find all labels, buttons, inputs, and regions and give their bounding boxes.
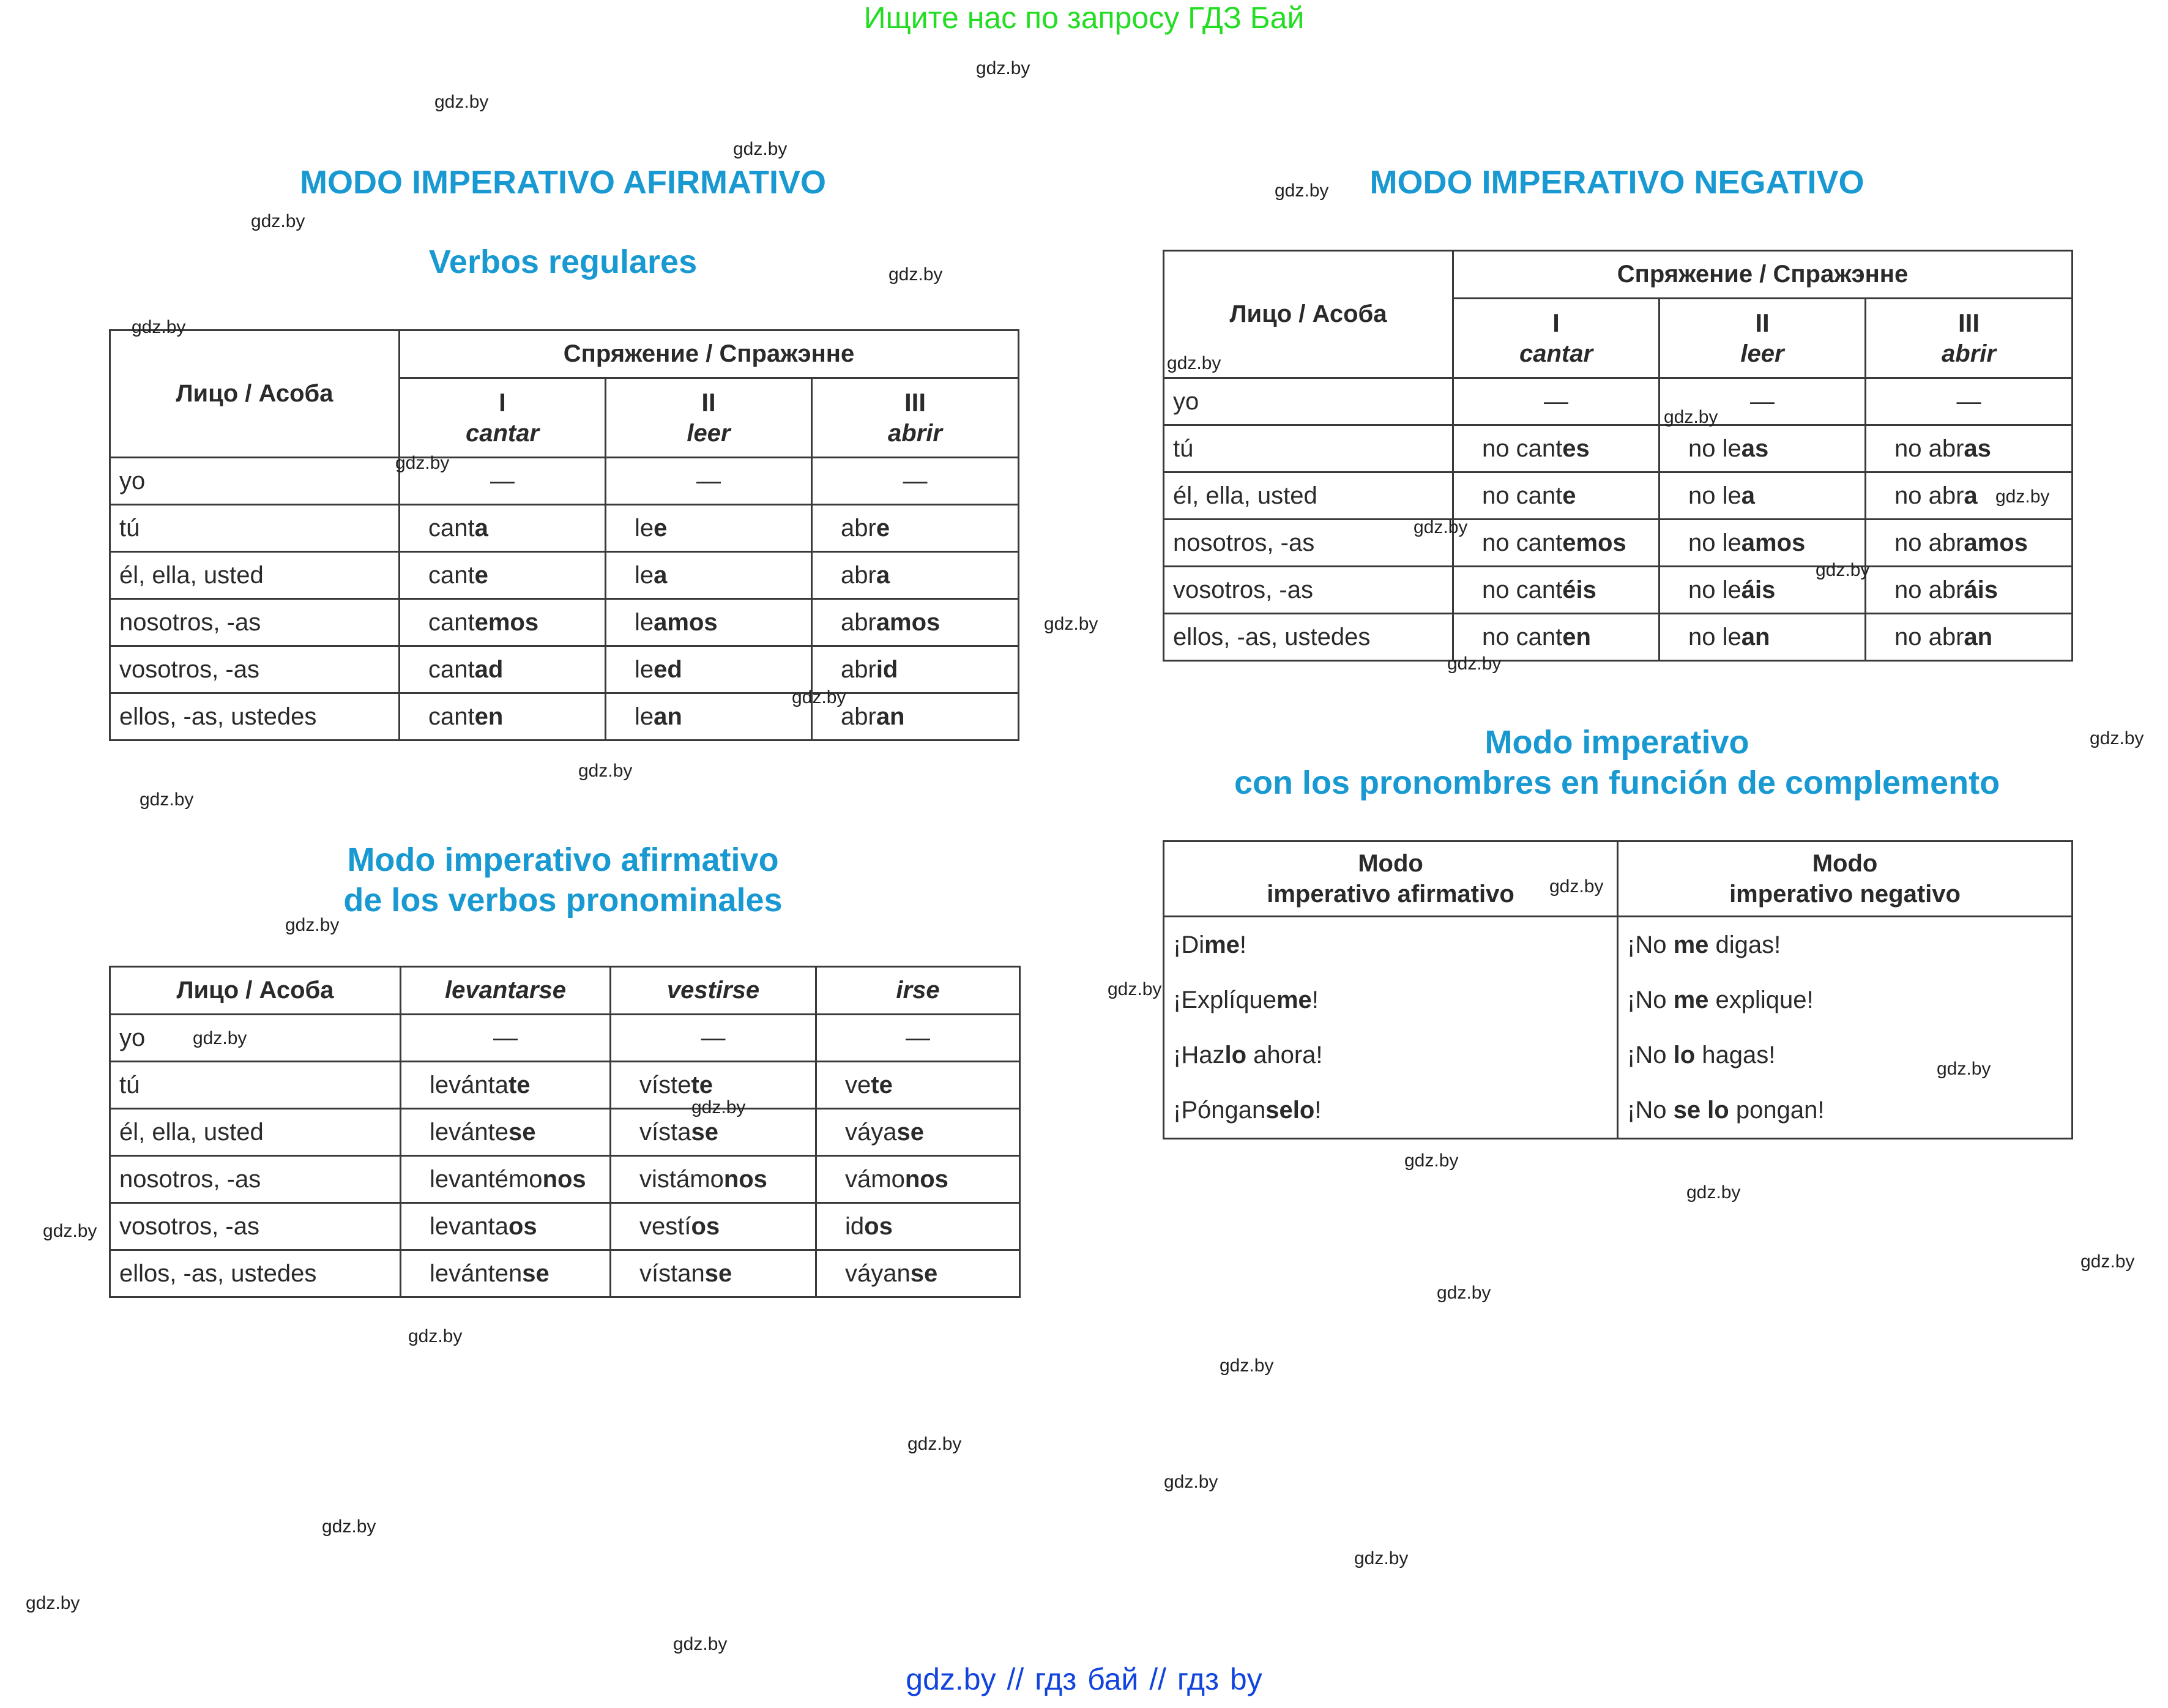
affirmative-example: ¡Hazlo ahora!	[1164, 1027, 1618, 1083]
watermark-text: gdz.by	[578, 761, 633, 781]
table-row	[110, 599, 1019, 646]
ending-bold: a	[474, 514, 488, 542]
watermark-text: gdz.by	[1164, 1472, 1218, 1492]
person-cell: vosotros, -as	[110, 1203, 401, 1250]
col-negativo-header	[1618, 841, 2073, 917]
person-cell: nosotros, -as	[110, 599, 400, 646]
verb-cell: no leáis	[1660, 567, 1866, 614]
table4-pronombres	[1163, 840, 2073, 1139]
verb-cell: levántense	[401, 1250, 611, 1297]
col1-line1: Modo	[1358, 850, 1423, 877]
watermark-text: gdz.by	[1686, 1182, 1741, 1203]
ending-bold: a	[1741, 482, 1755, 509]
person-cell: yo	[110, 1015, 401, 1062]
person-cell: vosotros, -as	[110, 646, 400, 693]
table-row	[1164, 472, 2073, 520]
watermark-text: gdz.by	[251, 211, 305, 231]
table-row	[110, 458, 1019, 505]
watermark-text: gdz.by	[1167, 353, 1221, 373]
table4-heading-line2: con los pronombres en función de complemento	[1234, 764, 2000, 801]
table-row	[110, 693, 1019, 740]
verb-cell: cante	[400, 552, 606, 599]
pronoun-bold: me	[1673, 986, 1709, 1013]
ending-bold: e	[1562, 482, 1576, 509]
table4-body	[1164, 917, 2073, 1139]
verb-cell: no abra	[1866, 472, 2073, 520]
pronoun-bold: lo	[1224, 1041, 1246, 1068]
pronoun-bold: me	[1276, 986, 1312, 1013]
verb-cell: levántate	[401, 1062, 611, 1109]
ending-bold: an	[654, 703, 682, 730]
verb-cell: vete	[816, 1062, 1020, 1109]
table3-pronominales	[109, 966, 1021, 1298]
verb-cell: no leas	[1660, 425, 1866, 472]
affirmative-example: ¡Pónganselo!	[1164, 1083, 1618, 1139]
top-banner: Ищите нас по запросу ГДЗ Бай	[863, 1, 1305, 35]
verb-cell: vístete	[611, 1062, 816, 1109]
numeral: I	[1552, 308, 1560, 337]
verb-cell: no leamos	[1660, 520, 1866, 567]
person-cell: él, ella, usted	[110, 1109, 401, 1156]
verb-cell: idos	[816, 1203, 1020, 1250]
watermark-text: gdz.by	[434, 92, 489, 112]
table-row	[1164, 614, 2073, 661]
table4-heading	[1163, 722, 2071, 803]
verb-cell: vístanse	[611, 1250, 816, 1297]
verb-cell: canta	[400, 505, 606, 552]
conj-col-header	[400, 378, 606, 458]
ending-bold: es	[1562, 434, 1590, 462]
ending-bold: a	[654, 561, 668, 589]
ending-bold: se	[896, 1118, 924, 1146]
pronoun-bold: se lo	[1673, 1096, 1729, 1124]
verb-cell: lean	[606, 693, 812, 740]
watermark-text: gdz.by	[792, 687, 846, 707]
pronoun-bold: selo	[1265, 1096, 1315, 1124]
verb-col-header: irse	[816, 967, 1020, 1015]
verb-cell: váyase	[816, 1109, 1020, 1156]
conjugation-header: Спряжение / Спражэнне	[400, 330, 1019, 378]
table-row	[110, 1062, 1020, 1109]
verb-cell: no lean	[1660, 614, 1866, 661]
negative-example: ¡No me digas!	[1618, 917, 2073, 973]
table1-body	[110, 458, 1019, 740]
table3-heading	[110, 840, 1016, 920]
watermark-text: gdz.by	[1437, 1283, 1491, 1303]
verb-cell: vestíos	[611, 1203, 816, 1250]
affirmative-example: ¡Dime!	[1164, 917, 1618, 973]
col2-line1: Modo	[1812, 850, 1878, 877]
watermark-text: gdz.by	[733, 139, 788, 159]
person-cell: él, ella, usted	[110, 552, 400, 599]
watermark-text: gdz.by	[888, 264, 943, 285]
table-row	[1164, 425, 2073, 472]
watermark-text: gdz.by	[1354, 1548, 1409, 1568]
watermark-text: gdz.by	[1995, 487, 2050, 507]
watermark-text: gdz.by	[43, 1221, 97, 1241]
ending-bold: an	[1964, 623, 1993, 651]
ending-bold: en	[1562, 623, 1591, 651]
verb-cell: lee	[606, 505, 812, 552]
watermark-text: gdz.by	[140, 789, 194, 810]
verb-cell: vistámonos	[611, 1156, 816, 1203]
table-row	[110, 1250, 1020, 1297]
ending-bold: nos	[904, 1165, 948, 1193]
verb-cell: abra	[812, 552, 1019, 599]
table1-afirmativo	[109, 329, 1019, 741]
watermark-text: gdz.by	[1404, 1150, 1459, 1171]
verb-cell: no abran	[1866, 614, 2073, 661]
verb-cell: vístase	[611, 1109, 816, 1156]
person-cell: nosotros, -as	[1164, 520, 1453, 567]
table1-heading: MODO IMPERATIVO AFIRMATIVO	[300, 164, 826, 201]
verb-infinitive: leer	[687, 419, 731, 447]
ending-bold: ed	[654, 655, 682, 683]
table3-heading-line1: Modo imperativo afirmativo	[347, 841, 779, 878]
verb-cell: cantemos	[400, 599, 606, 646]
ending-bold: emos	[474, 608, 539, 636]
ending-bold: os	[508, 1212, 537, 1240]
watermark-text: gdz.by	[1414, 517, 1468, 537]
person-cell: ellos, -as, ustedes	[110, 693, 400, 740]
ending-bold: se	[508, 1118, 536, 1146]
watermark-text: gdz.by	[907, 1434, 962, 1454]
ending-bold: an	[1741, 623, 1770, 651]
verb-col-header: vestirse	[611, 967, 816, 1015]
verb-infinitive: abrir	[888, 419, 942, 447]
person-cell: nosotros, -as	[110, 1156, 401, 1203]
ending-bold: amos	[1964, 529, 2028, 556]
table-row	[110, 1109, 1020, 1156]
ending-bold: amos	[876, 608, 941, 636]
table2-body	[1164, 378, 2073, 661]
watermark-text: gdz.by	[408, 1326, 463, 1346]
verb-cell: váyanse	[816, 1250, 1020, 1297]
conj-col-header	[1453, 299, 1660, 378]
verb-cell: —	[400, 458, 606, 505]
bottom-banner: gdz.by // гдз бай // гдз by	[906, 1662, 1262, 1696]
watermark-text: gdz.by	[1108, 979, 1162, 999]
table-row	[1164, 1083, 2073, 1139]
col2-line2: imperativo negativo	[1729, 881, 1961, 908]
verb-cell: vámonos	[816, 1156, 1020, 1203]
pronoun-bold: me	[1673, 931, 1709, 958]
table4-heading-line1: Modo imperativo	[1484, 724, 1749, 761]
verb-cell: no lea	[1660, 472, 1866, 520]
person-cell: ellos, -as, ustedes	[110, 1250, 401, 1297]
watermark-text: gdz.by	[1937, 1059, 1991, 1079]
verb-infinitive: cantar	[465, 419, 540, 447]
table-row	[1164, 972, 2073, 1027]
person-cell: tú	[110, 1062, 401, 1109]
ending-bold: se	[704, 1259, 732, 1287]
verb-infinitive: leer	[1740, 340, 1784, 367]
ending-bold: ad	[474, 655, 504, 683]
table-row	[110, 646, 1019, 693]
watermark-text: gdz.by	[26, 1593, 80, 1613]
pronoun-bold: me	[1204, 931, 1240, 958]
verb-cell: no canten	[1453, 614, 1660, 661]
conj-col-header	[1866, 299, 2073, 378]
verb-cell: abran	[812, 693, 1019, 740]
ending-bold: e	[876, 514, 890, 542]
table-row	[110, 1203, 1020, 1250]
table-row	[1164, 378, 2073, 425]
person-header: Лицо / Асоба	[110, 967, 401, 1015]
watermark-text: gdz.by	[2080, 1251, 2135, 1272]
numeral: I	[499, 387, 506, 417]
person-cell: yo	[1164, 378, 1453, 425]
ending-bold: nos	[542, 1165, 586, 1193]
watermark-text: gdz.by	[673, 1634, 728, 1654]
table2-heading: MODO IMPERATIVO NEGATIVO	[1369, 164, 1864, 201]
numeral: III	[1958, 308, 1980, 337]
verb-infinitive: abrir	[1942, 340, 1996, 367]
verb-cell: abrid	[812, 646, 1019, 693]
ending-bold: áis	[1741, 576, 1776, 603]
verb-cell: no cantes	[1453, 425, 1660, 472]
ending-bold: os	[691, 1212, 720, 1240]
conjugation-header: Спряжение / Спражэнне	[1453, 251, 2073, 299]
verb-cell: —	[1660, 378, 1866, 425]
ending-bold: an	[876, 703, 905, 730]
watermark-text: gdz.by	[1664, 407, 1718, 427]
person-header: Лицо / Асоба	[1164, 251, 1453, 378]
watermark-text: gdz.by	[691, 1097, 746, 1117]
ending-bold: se	[522, 1259, 549, 1287]
ending-bold: a	[1964, 482, 1978, 509]
ending-bold: os	[864, 1212, 893, 1240]
person-cell: tú	[1164, 425, 1453, 472]
verb-cell: —	[816, 1015, 1020, 1062]
ending-bold: amos	[654, 608, 718, 636]
ending-bold: as	[1964, 434, 1991, 462]
conj-col-header	[1660, 299, 1866, 378]
watermark-text: gdz.by	[1816, 560, 1870, 580]
numeral: II	[1755, 308, 1770, 337]
table3-heading-line2: de los verbos pronominales	[343, 882, 783, 919]
verb-cell: levantaos	[401, 1203, 611, 1250]
person-header: Лицо / Асоба	[110, 330, 400, 458]
verb-cell: —	[812, 458, 1019, 505]
verb-cell: —	[606, 458, 812, 505]
watermark-text: gdz.by	[285, 915, 340, 935]
column-header-row	[110, 967, 1020, 1015]
verb-cell: lea	[606, 552, 812, 599]
conj-col-header	[812, 378, 1019, 458]
table3-body	[110, 1015, 1020, 1297]
verb-cell: —	[401, 1015, 611, 1062]
ending-bold: emos	[1562, 529, 1626, 556]
watermark-text: gdz.by	[1549, 876, 1604, 897]
ending-bold: e	[474, 561, 488, 589]
verb-cell: no cantéis	[1453, 567, 1660, 614]
watermark-text: gdz.by	[322, 1516, 376, 1537]
watermark-text: gdz.by	[193, 1028, 247, 1048]
verb-cell: abramos	[812, 599, 1019, 646]
ending-bold: se	[691, 1118, 718, 1146]
col1-line2: imperativo afirmativo	[1267, 881, 1514, 908]
table-row	[110, 552, 1019, 599]
person-cell: él, ella, usted	[1164, 472, 1453, 520]
ending-bold: as	[1741, 434, 1769, 462]
verb-cell: no abramos	[1866, 520, 2073, 567]
verb-cell: leamos	[606, 599, 812, 646]
verb-cell: no abras	[1866, 425, 2073, 472]
table-row	[1164, 917, 2073, 973]
table1-subheading: Verbos regulares	[428, 244, 698, 280]
watermark-text: gdz.by	[1275, 181, 1329, 201]
conj-col-header	[606, 378, 812, 458]
watermark-text: gdz.by	[1447, 654, 1502, 674]
ending-bold: áis	[1964, 576, 1999, 603]
pronoun-bold: lo	[1673, 1041, 1696, 1068]
numeral: III	[904, 387, 926, 417]
verb-cell: cantad	[400, 646, 606, 693]
verb-cell: —	[1866, 378, 2073, 425]
person-cell: yo	[110, 458, 400, 505]
ending-bold: en	[474, 703, 504, 730]
watermark-text: gdz.by	[1044, 614, 1098, 634]
verb-cell: canten	[400, 693, 606, 740]
negative-example: ¡No se lo pongan!	[1618, 1083, 2073, 1139]
verb-cell: —	[611, 1015, 816, 1062]
person-cell: tú	[110, 505, 400, 552]
verb-cell: —	[1453, 378, 1660, 425]
verb-cell: levántese	[401, 1109, 611, 1156]
table-row	[110, 1156, 1020, 1203]
negative-example: ¡No me explique!	[1618, 972, 2073, 1027]
ending-bold: te	[691, 1071, 713, 1098]
watermark-text: gdz.by	[976, 58, 1030, 78]
person-cell: ellos, -as, ustedes	[1164, 614, 1453, 661]
numeral: II	[701, 387, 716, 417]
negative-example: ¡No lo hagas!	[1618, 1027, 2073, 1083]
watermark-text: gdz.by	[1220, 1356, 1274, 1376]
watermark-text: gdz.by	[2090, 728, 2144, 748]
ending-bold: nos	[723, 1165, 767, 1193]
verb-cell: no abráis	[1866, 567, 2073, 614]
table-row	[1164, 567, 2073, 614]
table-row	[1164, 520, 2073, 567]
verb-infinitive: cantar	[1519, 340, 1593, 367]
ending-bold: te	[871, 1071, 893, 1098]
ending-bold: se	[910, 1259, 938, 1287]
table-row	[1164, 1027, 2073, 1083]
watermark-text: gdz.by	[395, 453, 450, 473]
ending-bold: e	[654, 514, 668, 542]
verb-cell: no cantemos	[1453, 520, 1660, 567]
ending-bold: id	[876, 655, 898, 683]
table-row	[110, 505, 1019, 552]
verb-cell: abre	[812, 505, 1019, 552]
verb-cell: leed	[606, 646, 812, 693]
ending-bold: éis	[1562, 576, 1596, 603]
verb-cell: levantémonos	[401, 1156, 611, 1203]
ending-bold: a	[876, 561, 890, 589]
table2-negativo	[1163, 250, 2073, 662]
person-cell: vosotros, -as	[1164, 567, 1453, 614]
ending-bold: te	[508, 1071, 531, 1098]
verb-cell: no cante	[1453, 472, 1660, 520]
verb-col-header: levantarse	[401, 967, 611, 1015]
ending-bold: amos	[1741, 529, 1806, 556]
affirmative-example: ¡Explíqueme!	[1164, 972, 1618, 1027]
watermark-text: gdz.by	[132, 317, 186, 337]
